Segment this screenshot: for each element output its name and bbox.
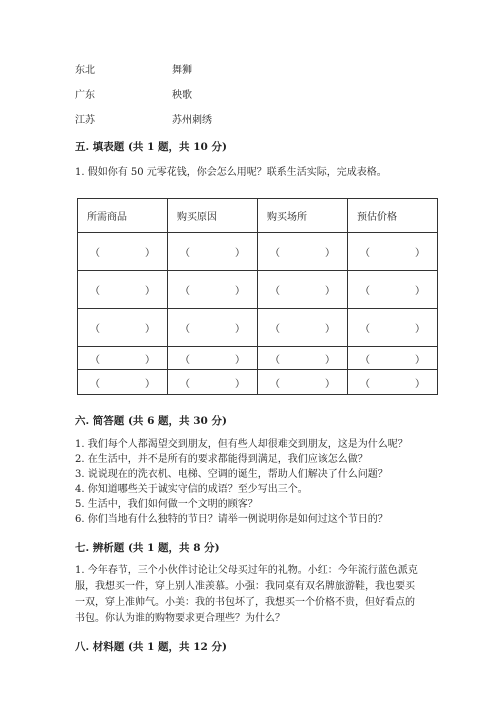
blank-cell[interactable]: （ ） <box>78 370 168 395</box>
pair-right-2: 秧歌 <box>172 90 192 101</box>
blank-cell[interactable]: （ ） <box>258 370 348 395</box>
blank-cell[interactable]: （ ） <box>258 347 348 370</box>
blank-cell[interactable]: （ ） <box>78 233 168 271</box>
paragraph-line: 一双，穿上准帅气。小美：我的书包坏了，我想买一个价格不贵，但好看点的 <box>75 597 415 608</box>
blank-cell[interactable]: （ ） <box>78 271 168 309</box>
paragraph-line: 书包。你认为谁的购物要求更合理些？为什么？ <box>75 613 285 624</box>
blank-cell[interactable]: （ ） <box>348 309 438 347</box>
pair-left-2: 广东 <box>75 90 95 101</box>
blank-cell[interactable]: （ ） <box>258 271 348 309</box>
question-line: 4. 你知道哪些关于诚实守信的成语？至少写出三个。 <box>75 484 308 495</box>
blank-cell[interactable]: （ ） <box>168 347 258 370</box>
section-5-title: 五. 填表题 (共 1 题，共 10 分) <box>75 141 227 153</box>
budget-table <box>77 198 438 395</box>
table-row <box>78 309 438 347</box>
question-line: 6. 你们当地有什么独特的节日？请举一例说明你是如何过这个节日的？ <box>75 514 388 525</box>
table-row <box>78 271 438 309</box>
pair-right-3: 苏州刺绣 <box>172 115 212 126</box>
header-cell: 所需商品 <box>78 199 168 233</box>
blank-cell[interactable]: （ ） <box>168 271 258 309</box>
paragraph-line: 服，我想买一件，穿上别人准羡慕。小强：我同桌有双名牌旅游鞋，我也要买 <box>75 581 415 592</box>
table-row <box>78 233 438 271</box>
blank-cell[interactable]: （ ） <box>168 309 258 347</box>
question-line: 5. 生活中，我们如何做一个文明的顾客？ <box>75 499 258 510</box>
section-6-title: 六. 简答题 (共 6 题，共 30 分) <box>75 415 227 427</box>
blank-cell[interactable]: （ ） <box>348 271 438 309</box>
section-7-title: 七. 辨析题 (共 1 题，共 8 分) <box>75 542 220 554</box>
question-line: 3. 说说现在的洗衣机、电梯、空调的诞生，帮助人们解决了什么问题？ <box>75 469 388 480</box>
blank-cell[interactable]: （ ） <box>78 347 168 370</box>
table-row <box>78 370 438 395</box>
table-row <box>78 347 438 370</box>
header-cell: 预估价格 <box>348 199 438 233</box>
question-line: 1. 我们每个人都渴望交到朋友，但有些人却很难交到朋友，这是为什么呢？ <box>75 439 408 450</box>
pair-left-3: 江苏 <box>75 115 95 126</box>
blank-cell[interactable]: （ ） <box>348 370 438 395</box>
blank-cell[interactable]: （ ） <box>168 233 258 271</box>
paragraph-line: 1. 今年春节，三个小伙伴讨论让父母买过年的礼物。小红：今年流行蓝色派克 <box>75 565 418 576</box>
pair-right-1: 舞狮 <box>172 65 192 76</box>
header-cell: 购买场所 <box>258 199 348 233</box>
section-8-title: 八. 材料题 (共 1 题，共 12 分) <box>75 641 227 653</box>
question-line: 2. 在生活中，并不是所有的要求都能得到满足，我们应该怎么做？ <box>75 454 368 465</box>
pair-left-1: 东北 <box>75 65 95 76</box>
blank-cell[interactable]: （ ） <box>168 370 258 395</box>
blank-cell[interactable]: （ ） <box>258 233 348 271</box>
section-5-question: 1. 假如你有 50 元零花钱，你会怎么用呢？联系生活实际，完成表格。 <box>75 167 387 178</box>
blank-cell[interactable]: （ ） <box>348 347 438 370</box>
blank-cell[interactable]: （ ） <box>348 233 438 271</box>
header-cell: 购买原因 <box>168 199 258 233</box>
blank-cell[interactable]: （ ） <box>78 309 168 347</box>
table-header-row <box>78 199 438 233</box>
blank-cell[interactable]: （ ） <box>258 309 348 347</box>
